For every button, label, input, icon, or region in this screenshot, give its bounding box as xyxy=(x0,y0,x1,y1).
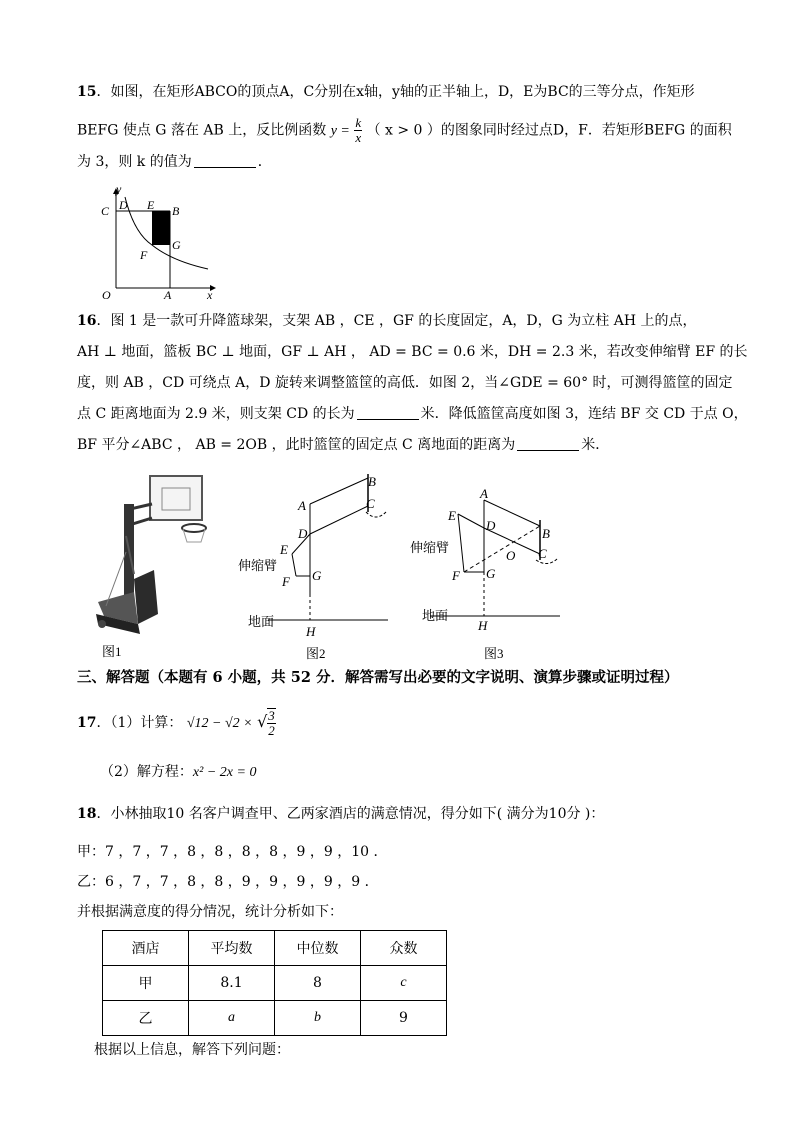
label-arm: 伸缩臂 xyxy=(410,540,450,555)
bar-DC xyxy=(310,506,368,534)
label-B: B xyxy=(542,526,550,541)
table-header-row xyxy=(103,931,447,966)
label-C: C xyxy=(101,204,110,218)
q15-line2: BEFG 使点 G 落在 AB 上，反比例函数 y = $\frac{k}{x}$ （ x > 0 ）的图象同时经过点D，F．若矩形BEFG 的面积 xyxy=(77,115,732,145)
label-E: E xyxy=(147,198,155,212)
table-row xyxy=(103,1001,447,1036)
table-header: 平均数 xyxy=(189,931,275,966)
fraction-3-over-2: $\frac{3}{2}$ xyxy=(268,708,275,738)
q16-figure2 xyxy=(236,466,396,664)
label-D: D xyxy=(486,518,496,533)
q17-part1: 17．（1）计算： √12 − √2 × √ $\frac{3}{2}$ xyxy=(77,708,275,738)
q16-line4: 点 C 距离地面为 2.9 米，则支架 CD 的长为 米．降低篮筐高度如图 3，连结 BF 交 CD 于点 O， xyxy=(77,406,748,422)
label-x: x xyxy=(207,288,213,301)
table-cell: c xyxy=(361,966,447,1001)
q16-line1: 16．图 1 是一款可升降篮球架，支架 AB ，CE ，GF 的长度固定，A，D，G 为立柱 AH 上的点， xyxy=(77,313,697,329)
label-A: A xyxy=(480,486,488,501)
q15-line3: 为 3，则 k 的值为 ． xyxy=(77,154,272,170)
section3-heading: 三、解答题（本题有 6 小题，共 52 分．解答需写出必要的文字说明、演算步骤或证明过程） xyxy=(77,669,679,686)
label-ground: 地面 xyxy=(422,608,449,623)
table-row xyxy=(103,966,447,1001)
label-H: H xyxy=(306,624,316,639)
answer-blank xyxy=(517,436,579,451)
base-front xyxy=(134,570,158,624)
q16-figure3 xyxy=(408,484,568,664)
q18-footer: 根据以上信息，解答下列问题： xyxy=(94,1042,290,1058)
q18-yi-scores: 乙：6 ，7 ，7 ，8 ，8 ，9 ，9 ，9 ，9 ，9 ． xyxy=(77,874,379,890)
q18-line4: 并根据满意度的得分情况，统计分析如下： xyxy=(77,904,343,920)
label-A: A xyxy=(164,288,172,301)
table-cell: a xyxy=(189,1001,275,1036)
label-y: y xyxy=(116,183,122,196)
q15-figure xyxy=(92,183,222,301)
label-B: B xyxy=(172,204,180,218)
label-B: B xyxy=(368,474,376,489)
label-H: H xyxy=(478,618,488,633)
label-G: G xyxy=(312,568,322,583)
wheel xyxy=(98,620,106,628)
rect-BEFG xyxy=(152,211,170,245)
hoop-dashed xyxy=(366,512,386,517)
arm-EF xyxy=(292,554,296,576)
label-G: G xyxy=(172,238,181,252)
answer-blank xyxy=(194,153,256,168)
table-header: 中位数 xyxy=(275,931,361,966)
label-F: F xyxy=(140,248,148,262)
hoop-rim xyxy=(182,524,206,532)
q18-line1: 18．小林抽取10 名客户调查甲、乙两家酒店的满意情况，得分如下( 满分为10分 )： xyxy=(77,806,605,822)
label-E: E xyxy=(280,542,288,557)
table-cell: 甲 xyxy=(103,966,189,1001)
fraction-k-over-x: $\frac{k}{x}$ xyxy=(355,115,362,145)
stats-table xyxy=(102,930,447,1036)
table-header: 酒店 xyxy=(103,931,189,966)
table-cell: 8.1 xyxy=(189,966,275,1001)
label-D: D xyxy=(298,526,308,541)
caption-fig3: 图3 xyxy=(484,646,504,661)
label-E: E xyxy=(448,508,456,523)
table-header: 众数 xyxy=(361,931,447,966)
label-G: G xyxy=(486,566,496,581)
label-O: O xyxy=(102,288,111,301)
bar-AB xyxy=(310,478,368,504)
arm-EF xyxy=(458,514,464,572)
backboard xyxy=(150,476,202,520)
q16-figure1 xyxy=(86,474,216,664)
q17-part2: （2）解方程：x² − 2x = 0 xyxy=(100,764,257,780)
caption-fig2: 图2 xyxy=(306,646,326,661)
caption-fig1: 图1 xyxy=(102,644,122,659)
label-arm: 伸缩臂 xyxy=(238,558,278,573)
table-cell: 乙 xyxy=(103,1001,189,1036)
sqrt-icon: √ xyxy=(257,712,268,731)
table-cell: b xyxy=(275,1001,361,1036)
label-ground: 地面 xyxy=(248,614,275,629)
table-cell: 8 xyxy=(275,966,361,1001)
label-F: F xyxy=(452,568,460,583)
label-F: F xyxy=(282,574,290,589)
q16-line3: 度，则 AB ，CD 可绕点 A，D 旋转来调整篮筐的高低．如图 2，当∠GDE = 60° 时，可测得篮筐的固定 xyxy=(77,375,733,391)
q18-jia-scores: 甲：7 ，7 ，7 ，8 ，8 ，8 ，8 ，9 ，9 ，10 ． xyxy=(77,844,388,860)
label-A: A xyxy=(298,498,306,513)
answer-blank xyxy=(357,405,419,420)
label-C: C xyxy=(538,546,547,561)
q16-line5: BF 平分∠ABC ， AB = 2OB ，此时篮筐的固定点 C 离地面的距离为 米． xyxy=(77,437,610,453)
label-D: D xyxy=(119,198,128,212)
q16-line2: AH ⊥ 地面，篮板 BC ⊥ 地面，GF ⊥ AH ， AD = BC = 0.6 米，DH = 2.3 米，若改变伸缩臂 EF 的长 xyxy=(77,344,748,360)
bar-DE xyxy=(458,514,484,528)
label-O: O xyxy=(506,548,516,563)
label-C: C xyxy=(366,496,375,511)
table-cell: 9 xyxy=(361,1001,447,1036)
q15-line1: 15．如图，在矩形ABCO的顶点A，C分别在x轴，y轴的正半轴上，D，E为BC的三等分点，作矩形 xyxy=(77,84,695,100)
